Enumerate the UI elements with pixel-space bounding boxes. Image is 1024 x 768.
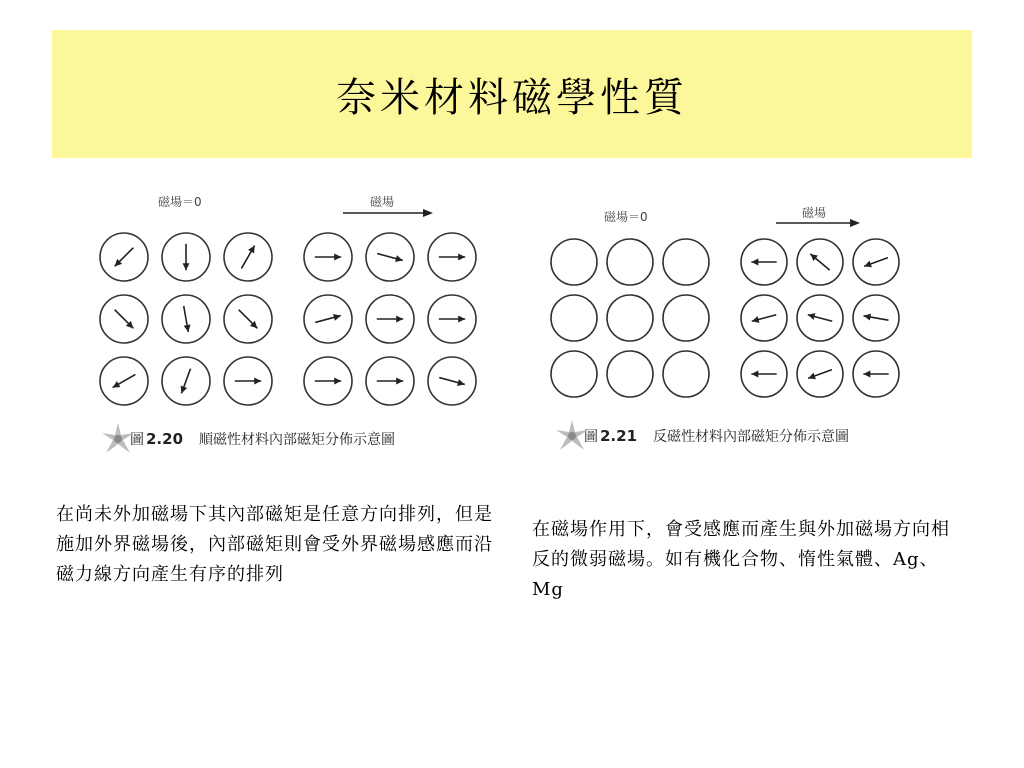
moment-cell <box>853 239 899 285</box>
moment-arrow-head <box>395 255 403 262</box>
moment-arrow-head <box>333 314 341 321</box>
right-grid-no-field <box>551 239 709 397</box>
moment-arrow-head <box>183 263 190 270</box>
atom-circle <box>663 295 709 341</box>
moment-arrow-head <box>396 316 403 323</box>
moment-arrow-head <box>458 316 465 323</box>
moment-cell <box>797 239 843 285</box>
paramagnetic-description: 在尚未外加磁場下其內部磁矩是任意方向排列，但是施加外界磁場後，內部磁矩則會受外界磁場感應而沿磁力線方向產生有序的排列 <box>56 504 493 585</box>
moment-arrow-head <box>808 313 816 320</box>
atom-circle <box>663 239 709 285</box>
moment-arrow-head <box>334 254 341 261</box>
moment-cell <box>100 357 148 405</box>
moment-cell <box>100 295 148 343</box>
moment-arrow-head <box>457 379 465 386</box>
caption-number: 2.20 <box>146 430 184 448</box>
caption-text: 反磁性材料內部磁矩分佈示意圖 <box>653 429 850 445</box>
diamagnetic-description: 在磁場作用下，會受感應而產生與外加磁場方向相反的微弱磁場。如有機化合物、惰性氣體、Ag、Mg <box>532 519 950 600</box>
moment-cell <box>162 357 210 405</box>
moment-cell <box>224 295 272 343</box>
moment-cell <box>224 233 272 281</box>
caption-text: 順磁性材料內部磁矩分佈示意圖 <box>199 432 396 448</box>
right-grid-with-field <box>741 239 899 397</box>
caption-star-icon <box>100 421 136 457</box>
atom-circle <box>607 351 653 397</box>
moment-cell <box>224 357 272 405</box>
moment-cell <box>428 295 476 343</box>
atom-circle <box>663 351 709 397</box>
moment-cell <box>162 233 210 281</box>
field-label: 磁場 <box>802 206 827 220</box>
no-field-label: 磁場＝0 <box>158 195 202 209</box>
caption-prefix: 圖 <box>130 432 144 448</box>
moment-arrow-head <box>254 378 261 385</box>
moment-cell <box>366 295 414 343</box>
no-field-label: 磁場＝0 <box>604 210 648 224</box>
slide-title: 奈米材料磁學性質 <box>336 74 688 121</box>
paramagnetic-diagram <box>88 185 488 415</box>
moment-cell <box>551 239 597 285</box>
left-grid-no-field <box>100 233 272 405</box>
moment-arrow-head <box>864 314 872 321</box>
caption-number: 2.21 <box>600 427 638 445</box>
moment-cell <box>304 357 352 405</box>
diamagnetic-diagram <box>540 192 920 412</box>
paramagnetic-figure <box>88 185 488 465</box>
moment-cell <box>797 295 843 341</box>
caption-star-icon <box>554 418 590 454</box>
moment-arrow-head <box>751 259 758 266</box>
moment-arrow-head <box>184 324 191 332</box>
moment-cell <box>663 351 709 397</box>
moment-cell <box>551 295 597 341</box>
moment-arrow-head <box>863 371 870 378</box>
caption-prefix: 圖 <box>584 429 598 445</box>
moment-cell <box>428 357 476 405</box>
moment-cell <box>663 295 709 341</box>
moment-arrow-head <box>458 254 465 261</box>
title-banner <box>52 30 972 158</box>
moment-cell <box>366 233 414 281</box>
moment-arrow-head <box>751 371 758 378</box>
atom-circle <box>607 295 653 341</box>
moment-cell <box>100 233 148 281</box>
field-direction-arrow-head <box>423 209 433 217</box>
field-direction-arrow-head <box>850 219 860 227</box>
atom-circle <box>607 239 653 285</box>
figure-caption <box>554 418 849 454</box>
moment-cell <box>607 295 653 341</box>
field-label: 磁場 <box>370 195 395 209</box>
moment-cell <box>741 239 787 285</box>
moment-cell <box>304 295 352 343</box>
left-grid-with-field <box>304 233 476 405</box>
atom-circle <box>551 351 597 397</box>
moment-cell <box>607 351 653 397</box>
atom-circle <box>551 239 597 285</box>
moment-cell <box>853 295 899 341</box>
moment-cell <box>741 351 787 397</box>
figure-caption <box>100 421 395 457</box>
moment-cell <box>162 295 210 343</box>
moment-cell <box>663 239 709 285</box>
moment-cell <box>551 351 597 397</box>
moment-arrow-head <box>334 378 341 385</box>
moment-cell <box>366 357 414 405</box>
diamagnetic-figure <box>540 192 920 462</box>
moment-cell <box>741 295 787 341</box>
moment-arrow-head <box>396 378 403 385</box>
moment-cell <box>304 233 352 281</box>
moment-cell <box>428 233 476 281</box>
moment-cell <box>853 351 899 397</box>
moment-arrow-head <box>752 316 760 323</box>
atom-circle <box>551 295 597 341</box>
moment-cell <box>797 351 843 397</box>
moment-cell <box>607 239 653 285</box>
